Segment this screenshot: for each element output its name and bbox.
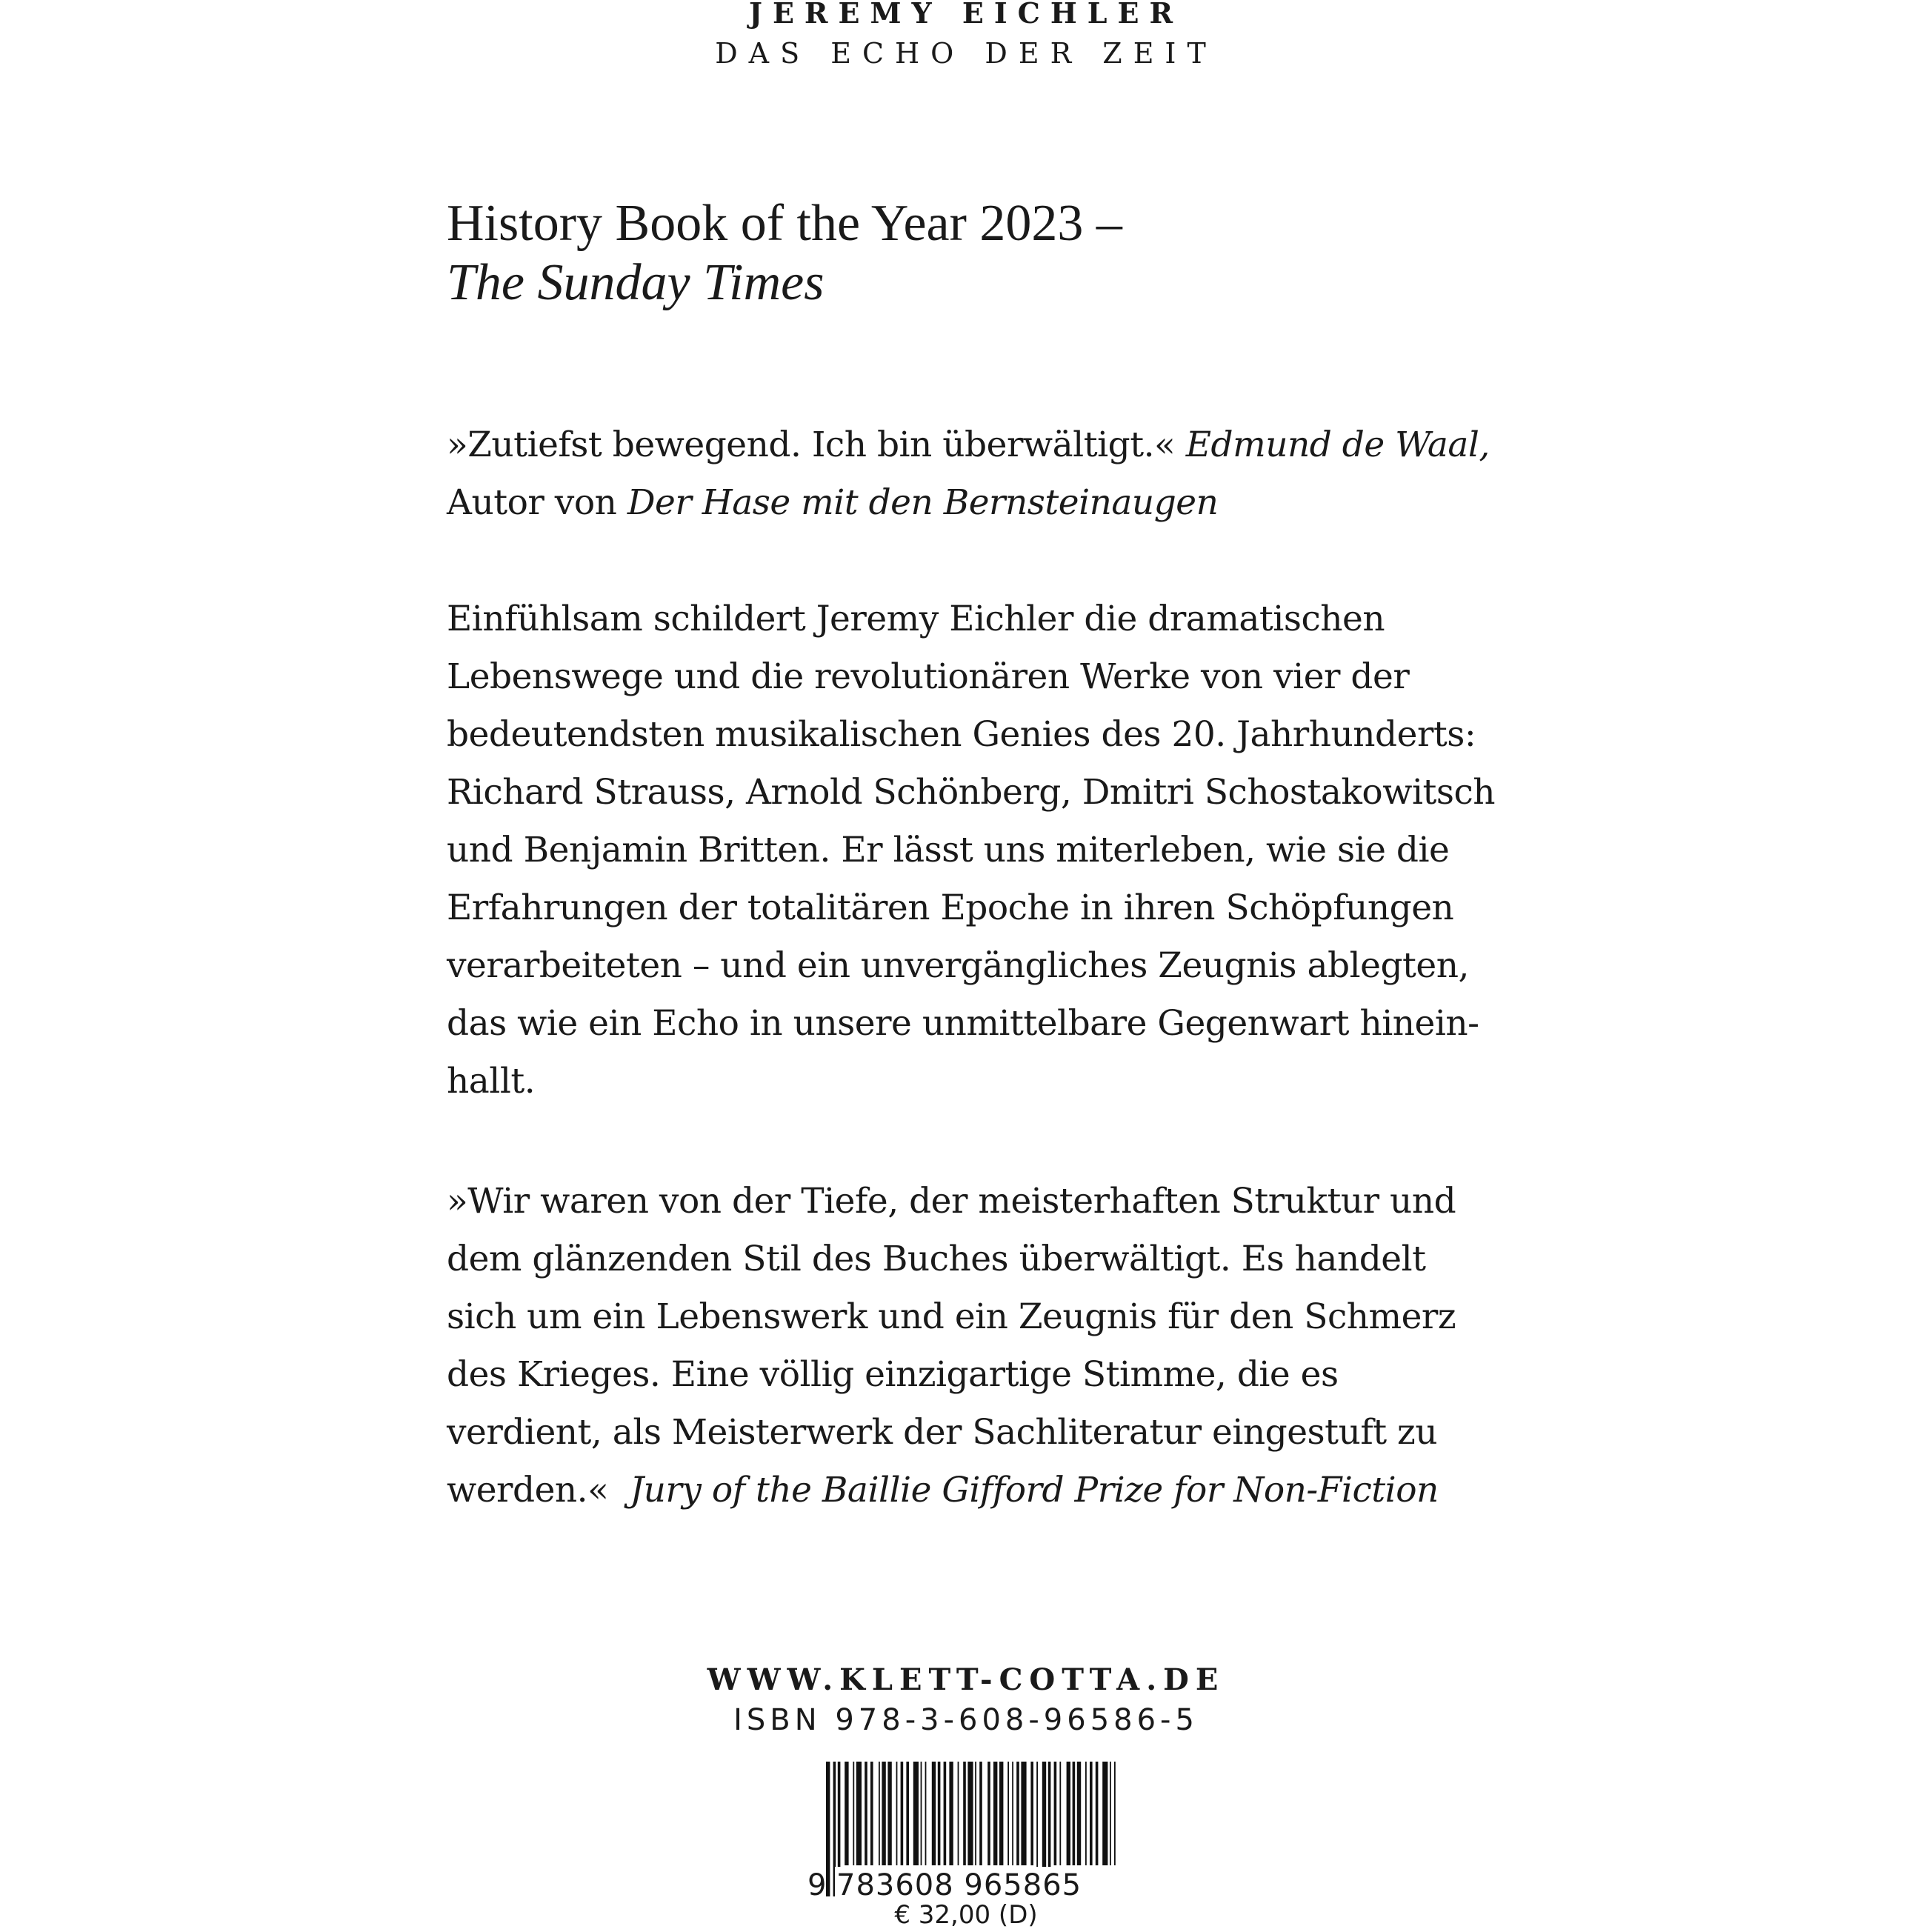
barcode-bar [1030,1762,1033,1865]
description-line: Erfahrungen der totalitären Epoche in ihren Schöpfungen [447,887,1454,928]
description-line: Einfühlsam schildert Jeremy Eichler die dramatischen [447,599,1385,639]
publisher-url: WWW.KLETT-COTTA.DE [707,1662,1225,1697]
description-line: Lebenswege und die revolutionären Werke von vier der [447,656,1410,697]
barcode-bar [1054,1762,1057,1865]
barcode-bar [1067,1762,1070,1865]
barcode-bar [999,1762,1003,1865]
barcode-bar [882,1762,885,1865]
jury-quote-line: dem glänzenden Stil des Buches überwältigt. Es handelt [447,1239,1426,1279]
book-description [447,590,1543,1110]
barcode-bar [1021,1762,1026,1865]
barcode-bar [1012,1762,1013,1865]
barcode-bar [887,1762,891,1865]
barcode-bar [967,1762,973,1865]
barcode-bar [845,1762,848,1865]
barcode-bar [921,1762,922,1865]
jury-quote-line: »Wir waren von der Tiefe, der meisterhaften Struktur und [447,1181,1456,1222]
barcode-bar [975,1762,976,1865]
barcode-bar [938,1762,941,1865]
award-source: The Sunday Times [447,254,825,311]
barcode-bar [879,1762,880,1865]
barcode-bar [987,1762,990,1865]
barcode-bar [1059,1762,1061,1865]
barcode-bar [913,1762,919,1865]
jury-quote-line: des Krieges. Eine völlig einzigartige Stimme, die es [447,1354,1339,1395]
barcode-bar [865,1762,867,1865]
author-name: JEREMY EICHLER [748,0,1184,30]
barcode-bar [932,1762,936,1865]
barcode-bar [896,1762,898,1865]
barcode-bar [944,1762,947,1865]
barcode-bar [1077,1762,1081,1865]
isbn: ISBN 978-3-608-96586-5 [733,1703,1199,1737]
barcode-bar [1096,1762,1099,1865]
description-line: und Benjamin Britten. Er lässt uns miterleben, wie sie die [447,830,1450,870]
barcode-bar [1016,1762,1019,1865]
quote-de-waal [447,416,1543,532]
barcode-bar [925,1762,927,1865]
barcode-bar [963,1762,966,1865]
barcode-bar [979,1762,982,1865]
jury-quote-line: verdient, als Meisterwerk der Sachliteratur eingestuft zu [447,1412,1438,1453]
jury-quote-end: werden.« [447,1470,609,1510]
quote-role: Autor von [447,482,617,523]
description-line: Richard Strauss, Arnold Schönberg, Dmitri Schostakowitsch [447,772,1496,813]
jury-attribution: Jury of the Baillie Gifford Prize for Non-Fiction [630,1470,1439,1510]
barcode-bar [853,1762,854,1865]
barcode-bar [1090,1762,1093,1865]
barcode-bar [949,1762,953,1865]
barcode-number: 783608 965865 [836,1868,1082,1902]
barcode-bar [906,1762,909,1865]
description-line: verarbeiteten – und ein unvergängliches Zeugnis ablegten, [447,945,1469,986]
barcode-first-digit: 9 [807,1868,827,1902]
quote-line-1 [447,416,1543,474]
quote-work: Der Hase mit den Bernsteinaugen [627,482,1219,523]
quote-line-2 [447,474,1543,532]
book-title: DAS ECHO DER ZEIT [715,37,1217,70]
quote-text: »Zutiefst bewegend. Ich bin überwältigt.« [447,424,1176,465]
barcode-bar [1007,1762,1009,1865]
description-line: hallt. [447,1061,536,1102]
barcode-bar [870,1762,873,1865]
barcode-bar [958,1762,959,1865]
barcode-bar [1102,1762,1107,1865]
barcode-bar [856,1762,862,1865]
description-line: das wie ein Echo in unsere unmittelbare Gegenwart hinein- [447,1003,1479,1044]
award-line: History Book of the Year 2023 – [447,195,1122,252]
barcode-bar [901,1762,904,1865]
quote-jury [447,1173,1543,1519]
quote-attribution: Edmund de Waal, [1185,424,1490,465]
barcode-bar [1110,1762,1111,1865]
jury-quote-last-line [447,1462,1543,1519]
award-block [447,194,1558,313]
barcode-bar [1085,1762,1087,1865]
barcode-bar [993,1762,997,1865]
jury-quote-line: sich um ein Lebenswerk und ein Zeugnis für den Schmerz [447,1296,1456,1337]
description-line: bedeutendsten musikalischen Genies des 20. Jahrhunderts: [447,714,1476,755]
barcode-bar [1073,1762,1076,1865]
barcode-bar [1114,1762,1116,1865]
price: € 32,00 (D) [894,1900,1038,1930]
